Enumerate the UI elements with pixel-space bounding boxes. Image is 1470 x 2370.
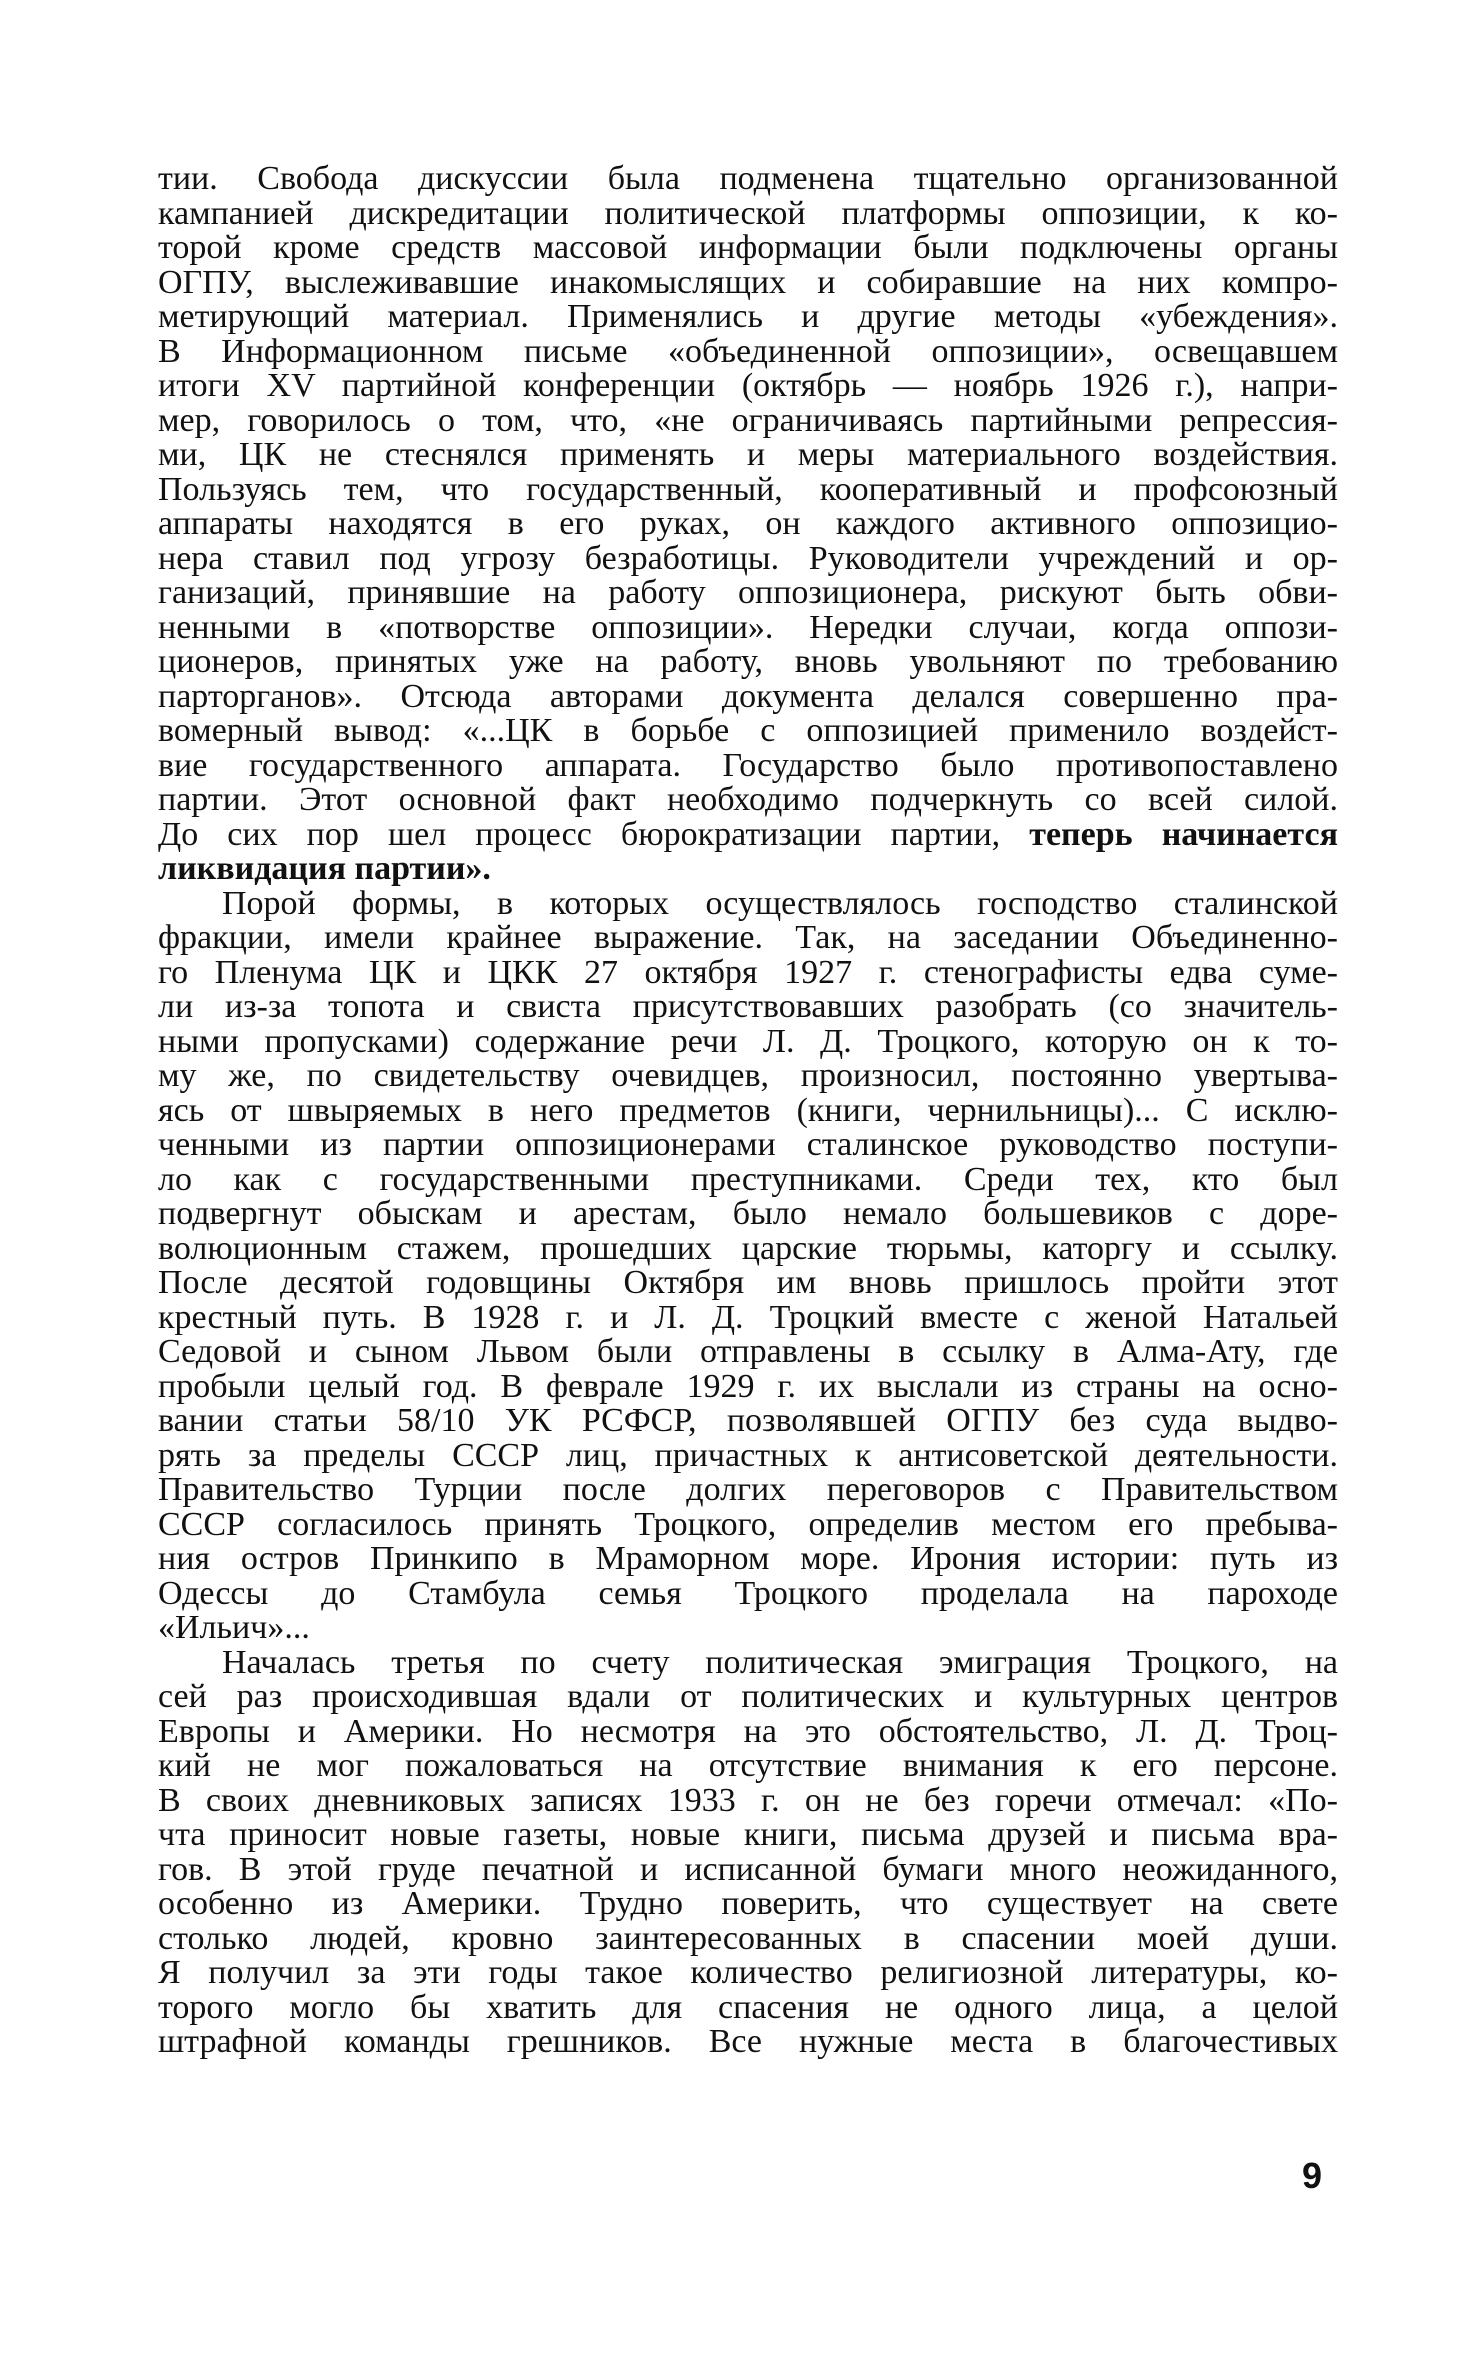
- text-line: волюционным стажем, прошедших царские тюрьмы, каторгу и ссылку.: [158, 1229, 1338, 1267]
- text-line: крестный путь. В 1928 г. и Л. Д. Троцкий вместе с женой Натальей: [158, 1298, 1338, 1336]
- text-line: ченными из партии оппозиционерами сталинское руководство поступи-: [158, 1126, 1338, 1163]
- text-line: ционеров, принятых уже на работу, вновь увольняют по требованию: [158, 643, 1338, 680]
- text-line: В своих дневниковых записях 1933 г. он не без горечи отмечал: «По-: [158, 1781, 1338, 1819]
- text-line: торой кроме средств массовой информации были подключены органы: [158, 229, 1338, 266]
- paragraph-2: [158, 884, 1338, 1646]
- bold-text-line: ликвидация партии».: [158, 850, 491, 887]
- text-line: ганизаций, принявшие на работу оппозиционера, рискуют быть обви-: [158, 574, 1338, 611]
- text-line: ясь от швыряемых в него предметов (книги, чернильницы)... С исклю-: [158, 1091, 1338, 1129]
- text-line: аппараты находятся в его руках, он каждого активного оппозицио-: [158, 505, 1338, 542]
- text-line: Европы и Америки. Но несмотря на это обстоятельство, Л. Д. Троц-: [158, 1712, 1338, 1750]
- text-line: ными пропусками) содержание речи Л. Д. Троцкого, которую он к то-: [158, 1022, 1338, 1060]
- text-line: гов. В этой груде печатной и исписанной бумаги много неожиданного,: [158, 1850, 1338, 1888]
- text-line: Правительство Турции после долгих переговоров с Правительством: [158, 1471, 1338, 1508]
- text-line: го Пленума ЦК и ЦКК 27 октября 1927 г. стенографисты едва суме-: [158, 953, 1338, 991]
- text-line: рять за пределы СССР лиц, причастных к антисоветской деятельности.: [158, 1436, 1338, 1474]
- text-line: ния остров Принкипо в Мраморном море. Ирония истории: путь из: [158, 1540, 1338, 1577]
- text-line: мер, говорилось о том, что, «не ограничиваясь партийными репрессия-: [158, 401, 1338, 439]
- text-line: чта приносит новые газеты, новые книги, письма друзей и письма вра-: [158, 1816, 1338, 1853]
- text-line: «Ильич»...: [158, 1609, 310, 1646]
- text-line: Одессы до Стамбула семья Троцкого проделала на пароходе: [158, 1574, 1338, 1612]
- paragraph-3: [158, 1643, 1338, 2060]
- text-segment: До сих пор шел процесс бюрократизации партии,: [158, 815, 1030, 853]
- text-line: ли из-за топота и свиста присутствовавших разобрать (со значитель-: [158, 988, 1338, 1025]
- text-line: му же, по свидетельству очевидцев, произносил, постоянно увертыва-: [158, 1057, 1338, 1094]
- text-line: подвергнут обыскам и арестам, было немало большевиков с доре-: [158, 1195, 1338, 1232]
- text-line: кий не мог пожаловаться на отсутствие внимания к его персоне.: [158, 1747, 1338, 1784]
- text-line: ми, ЦК не стеснялся применять и меры материального воздействия.: [158, 436, 1338, 473]
- text-line: вании статьи 58/10 УК РСФСР, позволявшей ОГПУ без суда выдво-: [158, 1402, 1338, 1439]
- text-line: партии. Этот основной факт необходимо подчеркнуть со всей силой.: [158, 781, 1338, 818]
- text-line: Началась третья по счету политическая эмиграция Троцкого, на: [222, 1643, 1338, 1681]
- text-line: Я получил за эти годы такое количество религиозной литературы, ко-: [158, 1954, 1338, 1991]
- text-line: парторганов». Отсюда авторами документа делался совершенно пра-: [158, 677, 1338, 715]
- body-text: [158, 162, 1338, 2060]
- text-line: В Информационном письме «объединенной оппозиции», освещавшем: [158, 332, 1338, 370]
- text-line: ло как с государственными преступниками. Среди тех, кто был: [158, 1160, 1338, 1198]
- text-line: ненными в «потворстве оппозиции». Нередки случаи, когда оппози-: [158, 608, 1338, 646]
- text-line: итоги XV партийной конференции (октябрь — ноябрь 1926 г.), напри-: [158, 367, 1338, 404]
- text-line-mixed: [158, 815, 1338, 853]
- text-line: сей раз происходившая вдали от политических и культурных центров: [158, 1678, 1338, 1715]
- text-line: столько людей, кровно заинтересованных в спасении моей души.: [158, 1919, 1338, 1957]
- text-line: метирующий материал. Применялись и другие методы «убеждения».: [158, 298, 1338, 335]
- text-line: вие государственного аппарата. Государство было противопоставлено: [158, 746, 1338, 784]
- page-number: 9: [1302, 2155, 1323, 2196]
- text-line: нера ставил под угрозу безработицы. Руководители учреждений и ор-: [158, 539, 1338, 577]
- text-line: кампанией дискредитации политической платформы оппозиции, к ко-: [158, 194, 1338, 232]
- bold-text-segment: теперь начинается: [1029, 815, 1338, 853]
- text-line: особенно из Америки. Трудно поверить, что существует на свете: [158, 1885, 1338, 1922]
- text-line: СССР согласилось принять Троцкого, определив местом его пребыва-: [158, 1505, 1338, 1543]
- text-line: вомерный вывод: «...ЦК в борьбе с оппозицией применило воздейст-: [158, 712, 1338, 749]
- paragraph-1: [158, 162, 1338, 887]
- text-line: Порой формы, в которых осуществлялось господство сталинской: [222, 884, 1338, 922]
- text-line: Пользуясь тем, что государственный, кооперативный и профсоюзный: [158, 470, 1338, 508]
- text-line: Седовой и сыном Львом были отправлены в ссылку в Алма-Ату, где: [158, 1333, 1338, 1370]
- text-line: тии. Свобода дискуссии была подменена тщательно организованной: [158, 160, 1338, 197]
- text-line: штрафной команды грешников. Все нужные места в благочестивых: [158, 2023, 1338, 2060]
- text-line: фракции, имели крайнее выражение. Так, на заседании Объединенно-: [158, 919, 1338, 956]
- text-line: пробыли целый год. В феврале 1929 г. их выслали из страны на осно-: [158, 1367, 1338, 1405]
- text-line: ОГПУ, выслеживавшие инакомыслящих и собиравшие на них компро-: [158, 263, 1338, 301]
- text-line: торого могло бы хватить для спасения не одного лица, а целой: [158, 1988, 1338, 2026]
- text-line: После десятой годовщины Октября им вновь пришлось пройти этот: [158, 1264, 1338, 1301]
